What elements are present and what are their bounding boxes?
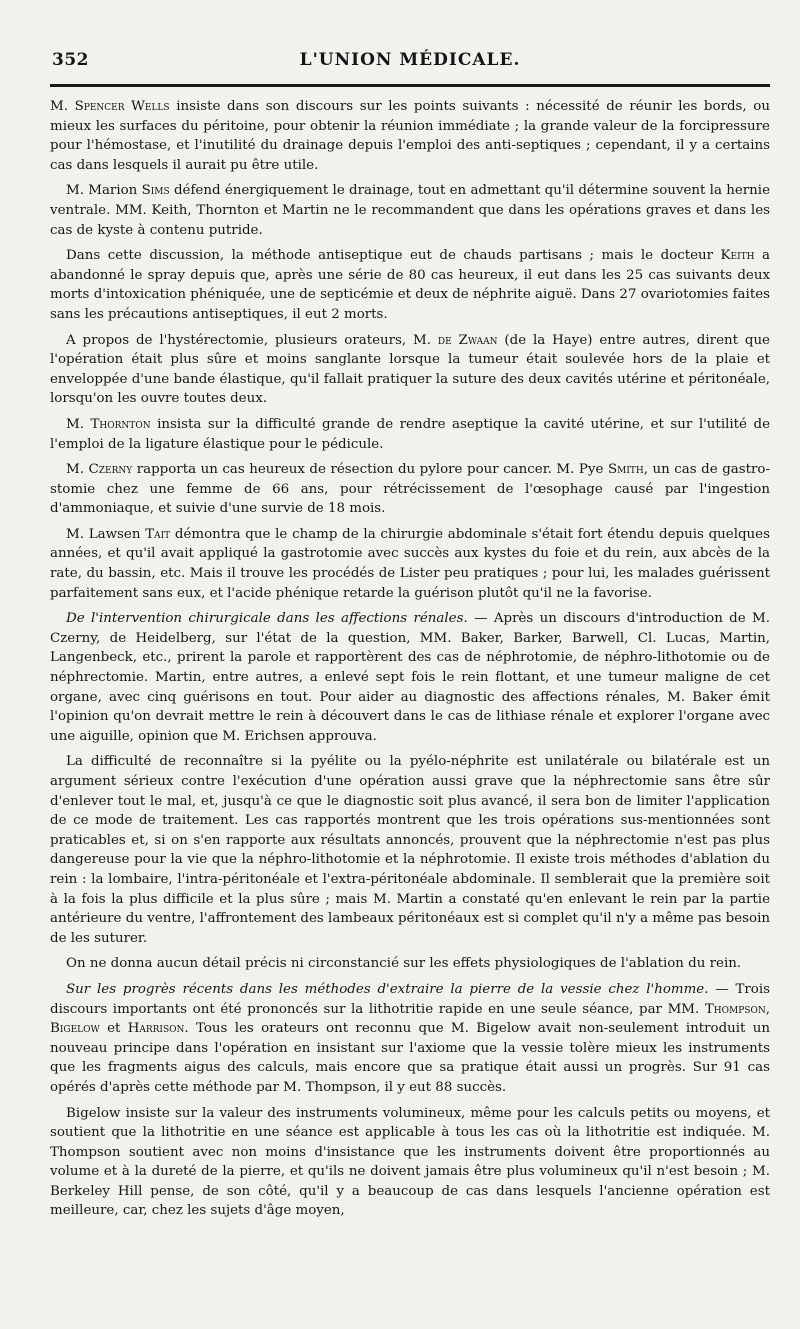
paragraph-text: — Trois discours importants ont été prononcés sur la lithotritie rapide en une seule séance, par MM. (50, 981, 771, 1017)
paragraph-text: et (99, 1021, 128, 1037)
paragraph-text: démontra que le champ de la chirurgie abdominale s'était fort étendu depuis quelques années, et qu'il avait appliqué la gastrotomie avec succès aux kystes du foie et du rein, aux abcès de la rate, du bassin, etc. Mais il trouve les procédés de Lister peu pratiques ; pour lui, les malades guérissent parfaitement sans eux, et l'acide phénique retarde la guérison plutôt qu'il ne la favorise. (50, 526, 770, 601)
author-name: Bigelow (50, 1021, 100, 1037)
author-name: Thompson (704, 1001, 766, 1017)
paragraph-text: . Tous les orateurs ont reconnu que M. Bigelow avait non-seulement introduit un nouveau principe dans l'opération en insistant sur l'axiome que la vessie tolère mieux les instruments que les fragments aigus des calculs, mais encore que sa pratique était aussi un progrès. Sur 91 cas opérés d'après cette méthode par M. Thompson, il y eut 88 succès. (50, 1021, 770, 1095)
paragraph-text: insiste dans son discours sur les points suivants : nécessité de réunir les bords, ou mieux les surfaces du péritoine, pour obtenir la réunion immédiate ; la grande valeur de la forcipressure pour l'hémostase, et l'inutilité du drainage depuis l'emploi des anti-septiques ; cependant, il y a certains cas dans lesquels il aurait pu être utile. (50, 99, 770, 173)
author-name: Czerny (88, 462, 133, 478)
section-heading-italic: Sur les progrès récents dans les méthodes d'extraire la pierre de la vessie chez l'homme. (66, 981, 709, 997)
paragraph-text: M. (50, 99, 75, 114)
paragraph-text: — Après un discours d'introduction de M. Czerny, de Heidelberg, sur l'état de la question, MM. Baker, Barker, Barwell, Cl. Lucas, Martin, Langenbeck, etc., prirent la parole et rapportèrent des cas de néphrotomie, de néphro-lithotomie ou de néphrectomie. Martin, entre autres, a enlevé sept fois le rein flottant, et une tumeur maligne de cet organe, avec cinq guérisons en tout. Pour aider au diagnostic des affections rénales, M. Baker émit l'opinion qu'on devrait mettre le rein à découvert dans le cas de lithiase rénale et explorer l'organe avec une aiguille, opinion que M. Erichsen approuva. (50, 611, 770, 744)
paragraph (50, 331, 770, 409)
paragraph-text: , (765, 1001, 770, 1017)
paragraph-text: (de la Haye) entre autres, dirent que l'opération était plus sûre et moins sanglante lorsque la tumeur était soulevée hors de la plaie et enveloppée d'une bande élastique, qu'il fallait pratiquer la suture des deux cavités utérine et péritonéale, lorsqu'on les ouvre toutes deux. (50, 332, 770, 407)
paragraph-text: a abandonné le spray depuis que, après une série de 80 cas heureux, il eut dans les 25 cas suivants deux morts d'intoxication phéniquée, une de septicémie et deux de néphrite aiguë. Dans 27 ovariotomies faites sans les précautions antiseptiques, il eut 2 morts. (50, 248, 770, 322)
paragraph-text: Dans cette discussion, la méthode antiseptique eut de chauds partisans ; mais le docteur (66, 248, 721, 264)
paragraph (50, 460, 770, 519)
paragraph-text: rapporta un cas heureux de résection du pylore pour cancer. M. Pye (132, 462, 608, 478)
author-name: Tait (145, 526, 171, 542)
author-name: Sims (141, 183, 170, 199)
paragraph-text: M. (66, 416, 91, 432)
paragraph (50, 97, 770, 175)
paragraph (50, 246, 770, 324)
author-name: Thornton (90, 416, 151, 432)
paragraph (50, 980, 770, 1098)
paragraph (50, 954, 770, 974)
paragraph-text: La difficulté de reconnaître si la pyélite ou la pyélo-néphrite est unilatérale ou bilatérale est un argument sérieux contre l'exécution d'une opération aussi grave que la néphrectomie sans être sûr d'enlever tout le mal, et, jusqu'à ce que le diagnostic soit plus avancé, il sera bon de limiter l'application de ce mode de traitement. Les cas rapportés montrent que les trois opérations sus-mentionnées sont praticables et, si on s'en rapporte aux résultats annoncés, prouvent que la néphrectomie n'est pas plus dangereuse pour la vie que la néphro-lithotomie et la néphrotomie. Il existe trois méthodes d'ablation du rein : la lombaire, l'intra-péritonéale et l'extra-péritonéale abdominale. Il semblerait que la première soit à la fois la plus difficile et la plus sûre ; mais M. Martin a constaté qu'en enlevant le rein par la partie antérieure du ventre, l'affrontement des lambeaux péritonéaux est si complet qu'il n'y a même pas besoin de les suturer. (50, 754, 770, 946)
paragraph-text: M. Marion (66, 183, 142, 199)
page-number: 352 (52, 50, 89, 70)
paragraph-text: M. (66, 462, 89, 478)
header-rule (50, 84, 770, 87)
author-name: de Zwaan (437, 332, 498, 348)
paragraph-text: A propos de l'hystérectomie, plusieurs orateurs, M. (66, 332, 438, 348)
author-name: Harrison (127, 1021, 185, 1037)
author-name: Keith (720, 248, 755, 264)
paragraph (50, 609, 770, 746)
paragraph (50, 415, 770, 454)
paragraph (50, 525, 770, 603)
page-header (50, 46, 770, 76)
paragraph-text: , un cas de gastro-stomie chez une femme de 66 ans, pour rétrécissement de l'œsophage causé par l'ingestion d'ammoniaque, et suivie d'une survie de 18 mois. (50, 462, 771, 517)
paragraph-text: Bigelow insiste sur la valeur des instruments volumineux, même pour les calculs petits ou moyens, et soutient que la lithotritie en une séance est applicable à tous les cas où la lithotritie est indiquée. M. Thompson soutient avec non moins d'insistance que les instruments doivent être proportionnés au volume et à la dureté de la pierre, et qu'ils ne doivent jamais être plus volumineux qu'il n'est besoin ; M. Berkeley Hill pense, de son côté, qu'il y a beaucoup de cas dans lesquels l'ancienne opération est meilleure, car, chez les sujets d'âge moyen, (50, 1105, 770, 1219)
paragraph-text: insista sur la difficulté grande de rendre aseptique la cavité utérine, et sur l'utilité de l'emploi de la ligature élastique pour le pédicule. (50, 416, 770, 452)
paragraph-text: On ne donna aucun détail précis ni circonstancié sur les effets physiologiques de l'ablation du rein. (66, 956, 742, 972)
section-heading-italic: De l'intervention chirurgicale dans les affections rénales. (66, 611, 468, 627)
paragraph-text: M. Lawsen (66, 526, 146, 542)
article-body (50, 97, 770, 1221)
paragraph (50, 181, 770, 240)
paragraph-text: défend énergiquement le drainage, tout en admettant qu'il détermine souvent la hernie ventrale. MM. Keith, Thornton et Martin ne le recommandent que dans les opérations graves et dans les cas de kyste à contenu putride. (50, 183, 770, 238)
author-name: Smith (607, 462, 644, 478)
paragraph (50, 752, 770, 948)
author-name: Spencer Wells (74, 99, 170, 114)
running-title: L'UNION MÉDICALE. (299, 50, 521, 70)
paragraph (50, 1104, 770, 1222)
